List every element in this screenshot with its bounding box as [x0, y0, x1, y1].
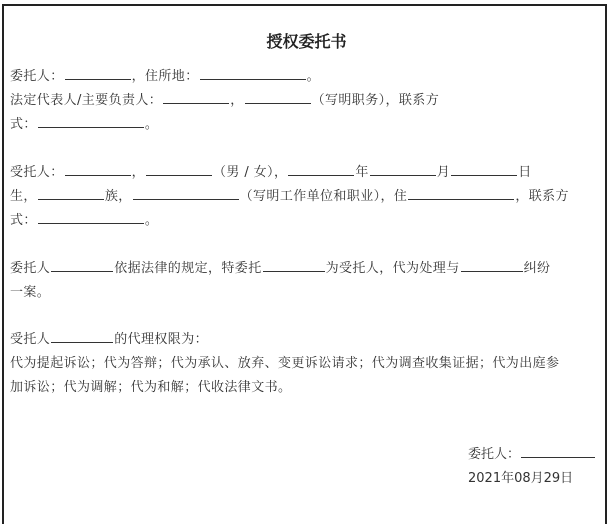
born-label: 生， [10, 189, 37, 204]
legal-rep-name-blank[interactable] [163, 89, 229, 104]
dispute-label: 纠纷 [523, 261, 551, 276]
scope-agent-blank[interactable] [51, 328, 113, 343]
gender-note: （男 / 女）， [213, 165, 288, 180]
scope-label: 的代理权限为： [114, 332, 209, 347]
agent-gender-blank[interactable] [146, 161, 212, 176]
agent-line-3 [10, 209, 158, 233]
auth-agent-blank[interactable] [263, 257, 325, 272]
scope-line-3: 加诉讼；代为调解；代为和解；代收法律文书。 [10, 380, 292, 395]
principal-label: 委托人 [10, 261, 51, 276]
principal-address-blank[interactable] [200, 65, 306, 80]
day-label: 日 [518, 165, 532, 180]
auth-text: 依据法律的规定，特委托 [114, 261, 262, 276]
ethnicity-label: 族， [104, 189, 132, 204]
signature-blank[interactable] [521, 443, 595, 458]
address-label: ，住所地： [131, 69, 199, 84]
legal-rep-label: 法定代表人/主要负责人： [10, 93, 163, 108]
auth-principal-blank[interactable] [51, 257, 113, 272]
birth-month-blank[interactable] [370, 161, 436, 176]
principal-line-3 [10, 113, 158, 137]
principal-name-blank[interactable] [65, 65, 131, 80]
month-label: 月 [436, 165, 451, 180]
year-label: 年 [355, 165, 369, 180]
agent-name-blank[interactable] [65, 161, 131, 176]
legal-rep-title-blank[interactable] [245, 89, 311, 104]
contact-label: 式： [10, 213, 37, 228]
agent-address-blank[interactable] [408, 185, 514, 200]
agent-contact-blank[interactable] [38, 209, 144, 224]
signature-label: 委托人： [468, 447, 521, 462]
scope-line-2: 代为提起诉讼；代为答辩；代为承认、放弃、变更诉讼请求；代为调查收集证据；代为出庭参 [10, 356, 560, 371]
dispute-party-blank[interactable] [461, 257, 523, 272]
birth-year-blank[interactable] [288, 161, 354, 176]
agent-line-1 [10, 161, 532, 185]
title-note: （写明职务），联系方 [311, 93, 440, 108]
birth-day-blank[interactable] [451, 161, 517, 176]
contact-label: 式： [10, 117, 37, 132]
period: 。 [144, 117, 159, 132]
authorization-line-2: 一案。 [10, 285, 51, 300]
comma: ， [131, 165, 146, 180]
principal-line-1 [10, 65, 320, 89]
employer-blank[interactable] [133, 185, 239, 200]
signature-date: 2021年08月29日 [468, 471, 574, 486]
agent-label: 受托人 [10, 332, 51, 347]
principal-contact-blank[interactable] [38, 113, 144, 128]
period: 。 [144, 213, 159, 228]
principal-label: 委托人： [10, 69, 64, 84]
agent-line-2 [10, 185, 569, 209]
employer-note: （写明工作单位和职业），住 [239, 189, 408, 204]
period: 。 [306, 69, 321, 84]
document-title: 授权委托书 [266, 32, 347, 51]
authorization-line-1 [10, 257, 550, 281]
contact-label: ，联系方 [515, 189, 569, 204]
comma: ， [230, 93, 244, 108]
ethnicity-blank[interactable] [38, 185, 104, 200]
principal-line-2 [10, 89, 439, 113]
auth-text: 为受托人，代为处理与 [325, 261, 460, 276]
signature-line [468, 443, 596, 467]
agent-label: 受托人： [10, 165, 64, 180]
scope-line-1 [10, 328, 208, 352]
